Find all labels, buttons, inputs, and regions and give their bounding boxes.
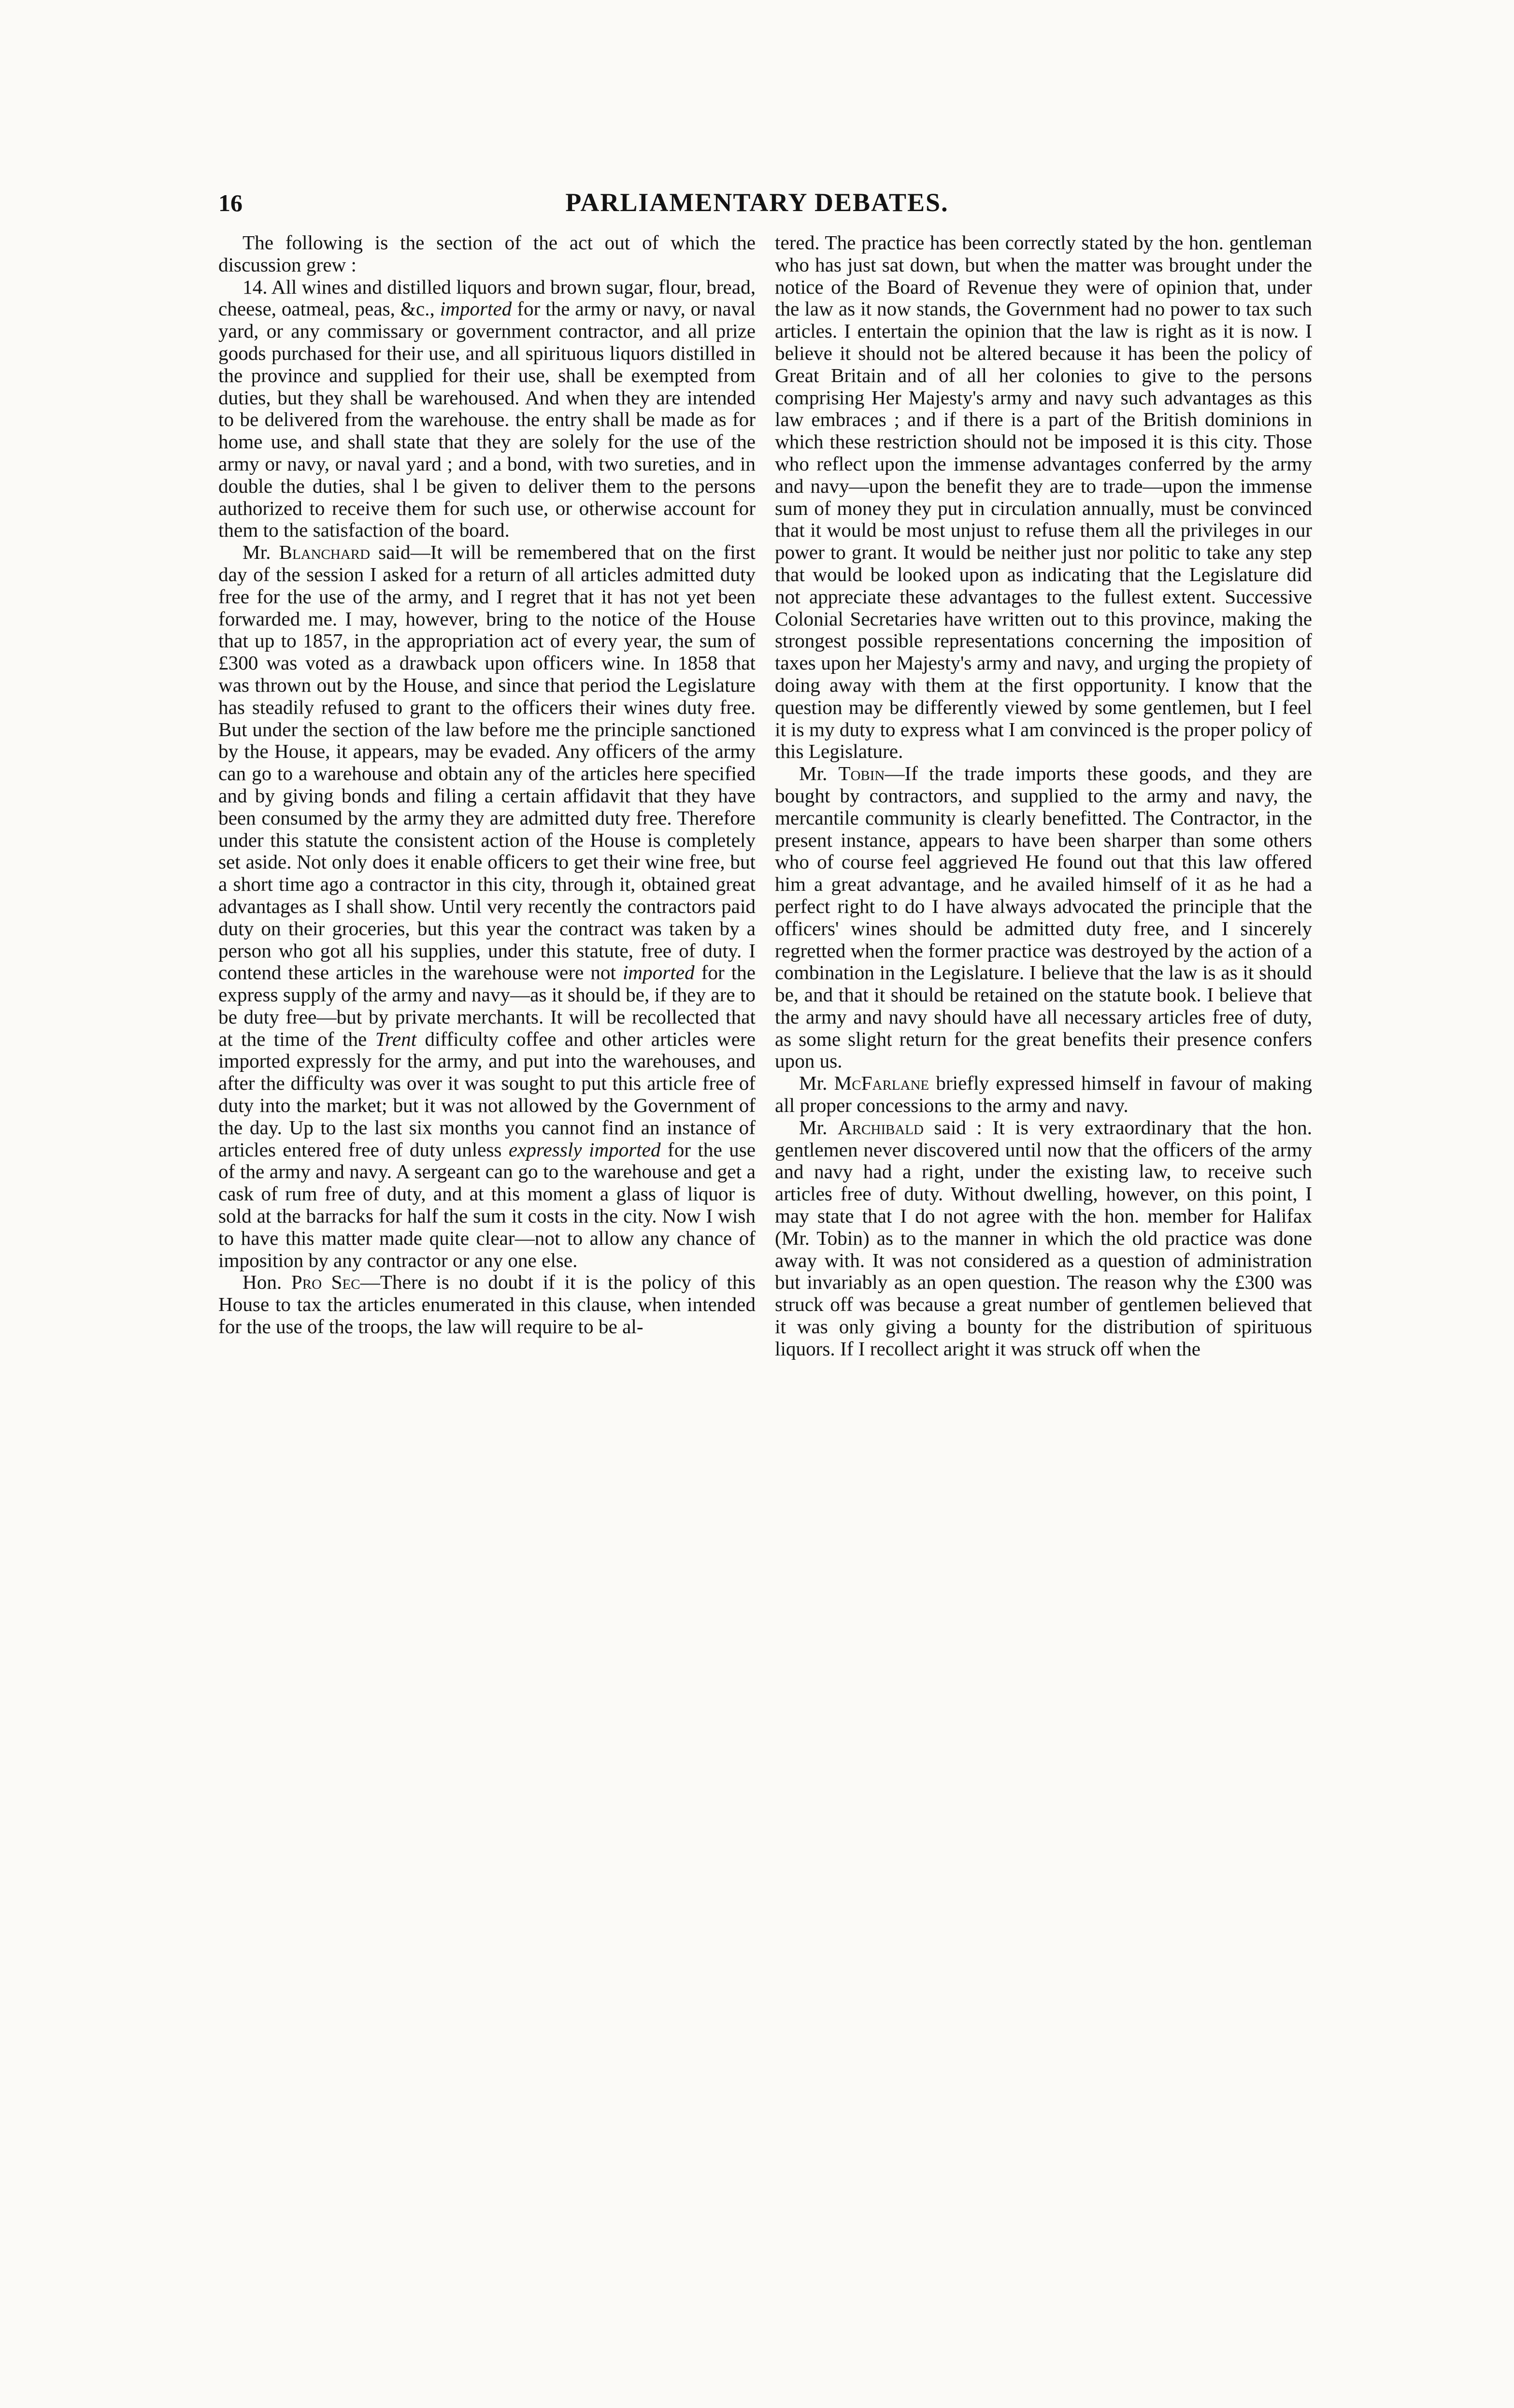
- speech-archibald: Mr. Archibald said : It is very extraordinary that the hon. gentlemen never discovered until now that the officers of the army and navy had a right, under the existing law, to receive such articles free of duty. Without dwelling, however, on this point, I may state that I do not agree with the hon. member for Halifax (Mr. Tobin) as to the manner in which the old practice was done away with. It was not considered as a question of administration but invariably as an open question. The reason why the £300 was struck off was because a great number of gentlemen believed that it was only giving a bounty for the distribution of spirituous liquors. If I recollect aright it was struck off when the: [775, 1116, 1312, 1360]
- speaker-name: Mr. Archibald: [799, 1116, 924, 1139]
- emphasis-text: imported: [440, 298, 512, 320]
- speaker-name: Mr. Tobin: [799, 762, 885, 785]
- speech-pro-sec: Hon. Pro Sec—There is no doubt if it is the policy of this House to tax the articles enumerated in this clause, when intended for the use of the troops, the law will require to be al-: [218, 1271, 756, 1338]
- emphasis-text: expressly imported: [508, 1138, 661, 1161]
- act-section-paragraph: 14. All wines and distilled liquors and brown sugar, flour, bread, cheese, oatmeal, peas, &c., imported for the army or navy, or naval yard, or any commissary or government contractor, and all prize goods purchased for their use, and all spirituous liquors distilled in the province and supplied for their use, shall be exempted from duties, but they shall be warehoused. And when they are intended to be delivered from the warehouse. the entry shall be made as for home use, and shall state that they are solely for the use of the army or navy, or naval yard ; and a bond, with two sureties, and in double the duties, shal l be given to deliver them to the persons authorized to receive them for such use, or otherwise account for them to the satisfaction of the board.: [218, 275, 756, 541]
- right-column: [775, 232, 1312, 1360]
- intro-paragraph: The following is the section of the act out of which the discussion grew :: [218, 231, 756, 276]
- emphasis-text: imported: [622, 961, 695, 984]
- left-column: [218, 232, 756, 1338]
- speech-tobin: Mr. Tobin—If the trade imports these goods, and they are bought by contractors, and supplied to the army and navy, the mercantile community is clearly benefitted. The Contractor, in the present instance, appears to have been sharper than some others who of course feel aggrieved He found out that this law offered him a great advantage, and he availed himself of it as he had a perfect right to do I have always advocated the principle that the officers' wines should be admitted duty free, and I sincerely regretted when the former practice was destroyed by the action of a combination in the Legislature. I believe that the law is as it should be, and that it should be retained on the statute book. I believe that the army and navy should have all necessary articles free of duty, as some slight return for the great benefits their presence confers upon us.: [775, 762, 1312, 1072]
- running-title: PARLIAMENTARY DEBATES.: [565, 188, 949, 217]
- speaker-name: Mr. Blanchard: [243, 541, 371, 564]
- speech-mcfarlane: Mr. McFarlane briefly expressed himself in favour of making all proper concessions to the army and navy.: [775, 1072, 1313, 1117]
- speech-pro-sec-continued: tered. The practice has been correctly stated by the hon. gentleman who has just sat down, but when the matter was brought under the notice of the Board of Revenue they were of opinion that, under the law as it now stands, the Government had no power to tax such articles. I entertain the opinion that the law is right as it is now. I believe it should not be altered because it has been the policy of Great Britain and of all her colonies to give to the persons comprising Her Majesty's army and navy such advantages as this law embraces ; and if there is a part of the British dominions in which these restriction should not be imposed it is this city. Those who reflect upon the immense advantages conferred by the army and navy—upon the benefit they are to trade—upon the immense sum of money they put in circulation annually, must be convinced that it would be most unjust to refuse them all the privileges in our power to grant. It would be neither just nor politic to take any step that would be looked upon as indicating that the Legislature did not appreciate these advantages to the fullest extent. Successive Colonial Secretaries have written out to this province, making the strongest possible representations concerning the imposition of taxes upon her Majesty's army and navy, and urging the propiety of doing away with them at the first opportunity. I know that the question may be differently viewed by some gentlemen, but I feel it is my duty to express what I am convinced is the proper policy of this Legislature.: [775, 231, 1312, 763]
- speech-blanchard: Mr. Blanchard said—It will be remembered that on the first day of the session I asked for a return of all articles admitted duty free for the use of the army, and I regret that it has not yet been forwarded me. I may, however, bring to the notice of the House that up to 1857, in the appropriation act of every year, the sum of £300 was voted as a drawback upon officers wine. In 1858 that was thrown out by the House, and since that period the Legislature has steadily refused to grant to the officers their wines duty free. But under the section of the law before me the principle sanctioned by the House, it appears, may be evaded. Any officers of the army can go to a warehouse and obtain any of the articles here specified and by giving bonds and filing a certain affidavit that they have been consumed by the army they are admitted duty free. Therefore under this statute the consistent action of the House is completely set aside. Not only does it enable officers to get their wine free, but a short time ago a contractor in this city, through it, obtained great advantages as I shall show. Until very recently the contractors paid duty on their groceries, but this year the contract was taken by a person who got all his supplies, under this statute, free of duty. I contend these articles in the warehouse were not imported for the express supply of the army and navy—as it should be, if they are to be duty free—but by private merchants. It will be recollected that at the time of the Trent difficulty coffee and other articles were imported expressly for the army, and put into the warehouses, and after the difficulty was over it was sought to put this article free of duty into the market; but it was not allowed by the Government of the day. Up to the last six months you cannot find an instance of articles entered free of duty unless expressly imported for the use of the army and navy. A sergeant can go to the warehouse and get a cask of rum free of duty, and at this moment a glass of liquor is sold at the barracks for half the sum it costs in the city. Now I wish to have this matter made quite clear—not to allow any chance of imposition by any contractor or any one else.: [218, 541, 756, 1271]
- page-number: 16: [218, 189, 243, 216]
- speaker-name: Hon. Pro Sec: [243, 1271, 360, 1294]
- emphasis-text: Trent: [375, 1027, 417, 1050]
- speaker-name: Mr. McFarlane: [799, 1072, 929, 1095]
